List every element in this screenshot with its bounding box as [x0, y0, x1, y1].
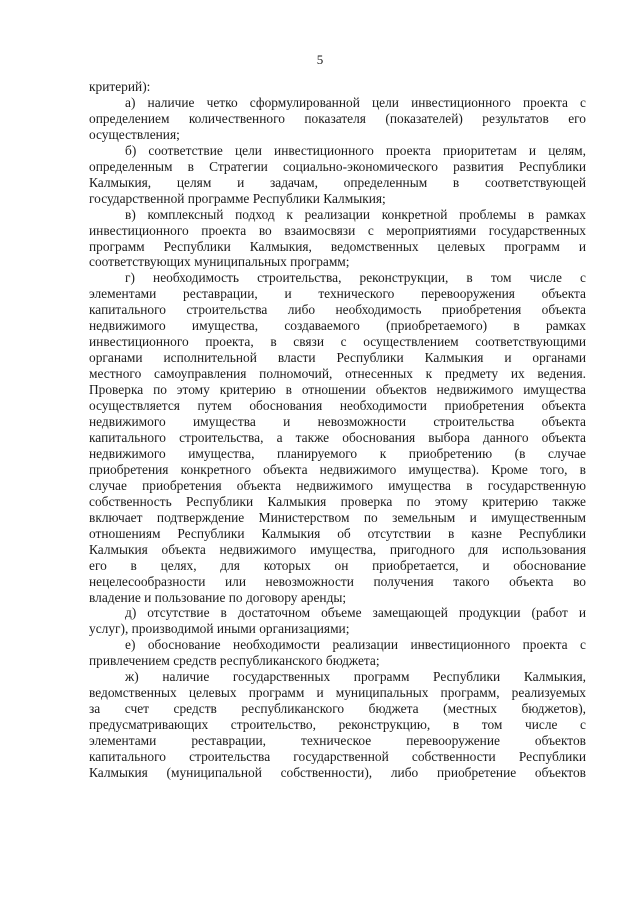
- text-line: собственность Республики Калмыкия проверка по этому критерию также: [89, 493, 586, 509]
- text-line: определенным в Стратегии социально-экономического развития Республики: [89, 158, 586, 174]
- text-line: инвестиционного проекта, в связи с осуществлением соответствующими: [89, 334, 586, 350]
- text-line: местного самоуправления полномочий, отнесенных к предмету их ведения.: [89, 366, 586, 382]
- text-line: недвижимого имущества, создаваемого (приобретаемого) в рамках: [89, 318, 586, 334]
- text-line: Проверка по этому критерию в отношении объектов недвижимого имущества: [89, 382, 586, 398]
- text-line: программ Республики Калмыкия, ведомственных целевых программ и: [89, 238, 586, 254]
- text-line: капитального строительства либо необходимость приобретения объекта: [89, 302, 586, 318]
- text-line: включает подтверждение Министерством по земельным и имущественным: [89, 509, 586, 525]
- body-text: [89, 79, 586, 781]
- text-line: услуг), производимой иными организациями;: [89, 621, 350, 637]
- text-line: Калмыкия, целям и задачам, определенным в соответствующей: [89, 174, 586, 190]
- text-line: государственной программе Республики Калмыкия;: [89, 190, 386, 206]
- text-line: осуществляется путем обоснования необходимости приобретения объекта: [89, 398, 586, 414]
- text-line: в) комплексный подход к реализации конкретной проблемы в рамках: [125, 206, 586, 222]
- text-line: критерий):: [89, 79, 151, 94]
- text-line: ж) наличие государственных программ Республики Калмыкия,: [125, 669, 586, 685]
- text-line: недвижимого имущества и невозможности строительства объекта: [89, 414, 586, 430]
- text-line: Калмыкия объекта недвижимого имущества, пригодного для использования: [89, 541, 586, 557]
- text-line: органами исполнительной власти Республики Калмыкия и органами: [89, 350, 586, 366]
- text-line: д) отсутствие в достаточном объеме замещающей продукции (работ и: [125, 605, 586, 621]
- text-line: определением количественного показателя (показателей) результатов его: [89, 110, 586, 126]
- text-line: недвижимого имущества, планируемого к приобретению (в случае: [89, 445, 586, 461]
- text-line: ведомственных целевых программ и муниципальных программ, реализуемых: [89, 685, 586, 701]
- text-line: его в целях, для которых он приобретается, и обоснование: [89, 557, 586, 573]
- text-line: инвестиционного проекта во взаимосвязи с мероприятиями государственных: [89, 222, 586, 238]
- text-line: предусматривающих строительство, реконструкцию, в том числе с: [89, 717, 586, 733]
- page-number: 5: [316, 52, 324, 67]
- text-line: приобретения конкретного объекта недвижимого имущества). Кроме того, в: [89, 461, 586, 477]
- text-line: б) соответствие цели инвестиционного проекта приоритетам и целям,: [125, 142, 586, 158]
- text-line: отношениям Республики Калмыкия об отсутствии в казне Республики: [89, 525, 586, 541]
- text-line: г) необходимость строительства, реконструкции, в том числе с: [125, 270, 586, 286]
- text-line: капитального строительства государственной собственности Республики: [89, 749, 586, 765]
- text-line: за счет средств республиканского бюджета (местных бюджетов),: [89, 701, 586, 717]
- text-line: капитального строительства, а также обоснования выбора данного объекта: [89, 429, 586, 445]
- text-line: е) обоснование необходимости реализации инвестиционного проекта с: [125, 637, 586, 653]
- text-line: осуществления;: [89, 126, 180, 142]
- text-line: владение и пользование по договору аренды;: [89, 589, 347, 605]
- text-line: Калмыкия (муниципальной собственности), либо приобретение объектов: [89, 764, 586, 780]
- text-line: случае приобретения объекта недвижимого имущества в государственную: [89, 477, 586, 493]
- text-line: элементами реставрации, и технического перевооружения объекта: [89, 286, 586, 302]
- text-line: нецелесообразности или невозможности получения такого объекта во: [89, 573, 586, 589]
- text-line: элементами реставрации, техническое перевооружение объектов: [89, 733, 586, 749]
- text-line: привлечением средств республиканского бюджета;: [89, 653, 380, 669]
- text-line: а) наличие четко сформулированной цели инвестиционного проекта с: [125, 94, 586, 110]
- text-line: соответствующих муниципальных программ;: [89, 254, 350, 270]
